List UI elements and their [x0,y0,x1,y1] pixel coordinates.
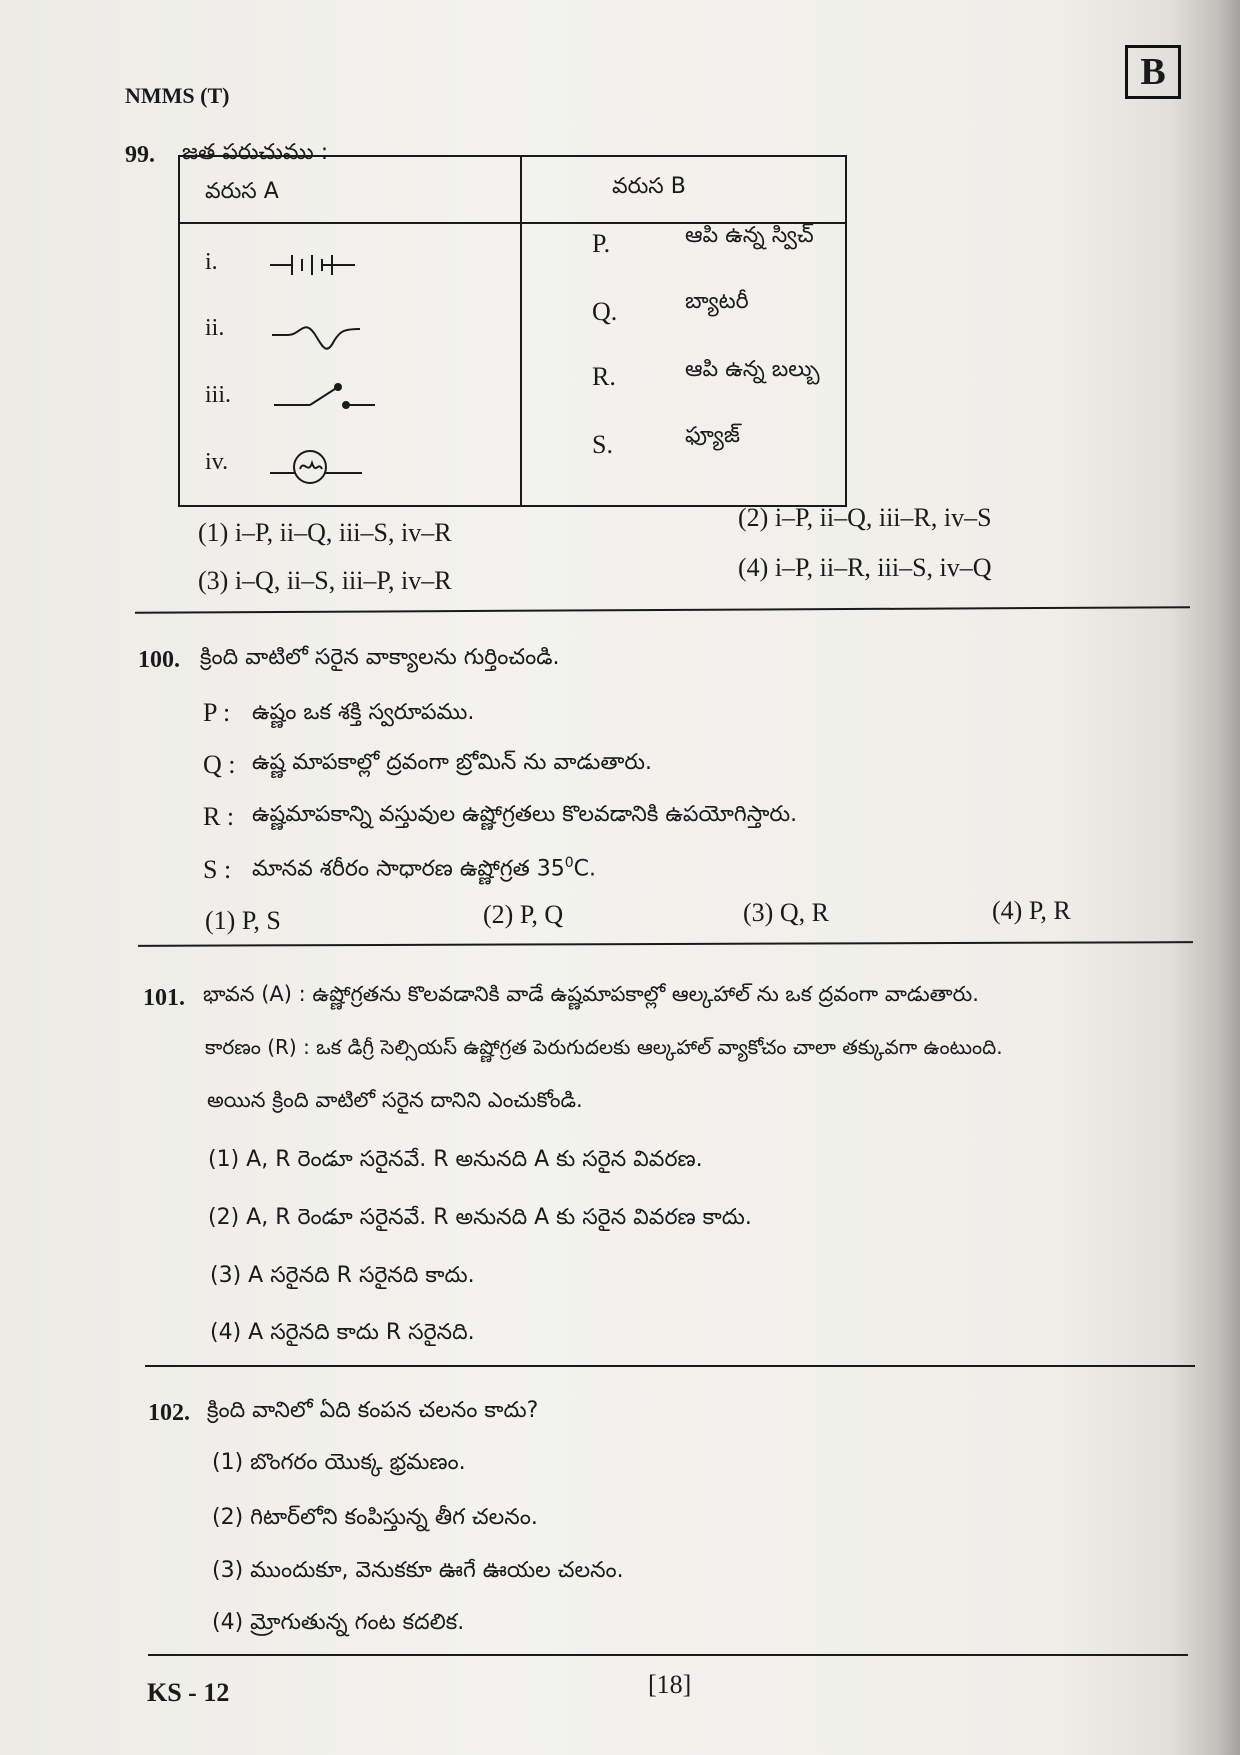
page-number: [18] [648,1670,692,1699]
q101-reason: కారణం (R) : ఒక డిగ్రీ సెల్సియస్ ఉష్ణోగ్రత పెరుగుదలకు ఆల్కహాల్ వ్యాకోచం చాలా తక్కువగా ఉంటుంది. [205,1035,1003,1059]
q99-option-2: (2) i–P, ii–Q, iii–R, iv–S [738,503,992,532]
q101-number: 101. [143,985,185,1011]
q100-option-2: (2) P, Q [483,900,564,929]
row-b-1-text: ఆపి ఉన్న స్విచ్ [685,223,814,248]
row-a-3-label: iii. [205,382,232,408]
q100-option-4: (4) P, R [992,896,1071,925]
paper-code-box: B [1125,45,1181,99]
q100-option-3: (3) Q, R [743,898,829,927]
q101-option-1: (1) A, R రెండూ సరైనవే. R అనునది A కు సరైన వివరణ. [208,1147,703,1172]
q100-statement-r-label: R : [203,802,235,831]
q101-option-4: (4) A సరైనది కాదు R సరైనది. [210,1320,475,1345]
q102-prompt: క్రింది వానిలో ఏది కంపన చలనం కాదు? [207,1398,539,1423]
column-b-header: వరుస B [612,174,686,199]
q102-option-1: (1) బొంగరం యొక్క భ్రమణం. [212,1450,466,1475]
q100-statement-s-label: S : [203,855,232,884]
q99-option-4: (4) i–P, ii–R, iii–S, iv–Q [738,553,992,582]
q100-statement-s-main: మానవ శరీరం సాధారణ ఉష్ణోగ్రత 35 [252,856,565,882]
open-switch-symbol [274,384,375,408]
q99-option-3: (3) i–Q, ii–S, iii–P, iv–R [198,566,452,595]
separator-3 [145,1365,1195,1367]
row-b-2-letter: Q. [592,297,618,326]
degree-superscript: 0 [564,855,574,871]
row-a-2-label: ii. [205,315,225,341]
q100-number: 100. [138,647,180,673]
q100-prompt: క్రింది వాటిలో సరైన వాక్యాలను గుర్తించండి. [200,645,560,670]
column-a-header: వరుస A [205,179,279,204]
q100-statement-s-tail: C. [573,856,597,882]
q101-assertion: భావన (A) : ఉష్ణోగ్రతను కొలవడానికి వాడే ఉష్ణమాపకాల్లో ఆల్కహాల్ ను ఒక ద్రవంగా వాడుతారు. [203,982,979,1006]
q101-option-2: (2) A, R రెండూ సరైనవే. R అనునది A కు సరైన వివరణ కాదు. [208,1205,752,1230]
q102-number: 102. [148,1400,190,1426]
bulb-symbol [270,451,362,483]
row-b-3-text: ఆపి ఉన్న బల్బు [685,357,820,382]
q100-statement-r: ఉష్ణమాపకాన్ని వస్తువుల ఉష్ణోగ్రతలు కొలవడానికి ఉపయోగిస్తారు. [252,802,798,827]
q102-option-3: (3) ముందుకూ, వెనుకకూ ఊగే ఊయల చలనం. [212,1558,624,1583]
page-edge-shadow [1170,0,1240,1755]
row-b-2-text: బ్యాటరీ [685,289,749,314]
table-column-divider [520,157,522,505]
circuit-symbols [270,237,380,497]
row-b-4-letter: S. [592,430,613,459]
q102-option-4: (4) మ్రోగుతున్న గంట కదలిక. [212,1610,465,1635]
q100-statement-p: ఉష్ణం ఒక శక్తి స్వరూపము. [252,700,475,725]
q99-option-1: (1) i–P, ii–Q, iii–S, iv–R [198,518,452,547]
q100-statement-q-label: Q : [203,750,236,779]
battery-symbol [270,255,355,275]
fuse-symbol [272,327,360,348]
q100-option-1: (1) P, S [205,906,281,935]
separator-4 [148,1654,1188,1656]
row-b-3-letter: R. [592,362,616,391]
q100-statement-p-label: P : [203,698,231,727]
q101-option-3: (3) A సరైనది R సరైనది కాదు. [210,1263,475,1288]
footer-code: KS - 12 [147,1678,230,1707]
row-a-1-label: i. [205,249,218,275]
match-table [178,155,847,507]
row-a-4-label: iv. [205,449,229,475]
exam-header: NMMS (T) [125,83,230,108]
q100-statement-s [252,855,596,886]
row-b-4-text: ఫ్యూజ్ [685,423,740,448]
q102-option-2: (2) గిటార్‌లోని కంపిస్తున్న తీగ చలనం. [212,1505,538,1530]
row-b-1-letter: P. [592,229,611,258]
q99-prompt: జత పరుచుము : [182,140,329,165]
q99-number: 99. [125,142,155,168]
q101-instruction: అయిన క్రింది వాటిలో సరైన దానిని ఎంచుకోండి. [207,1088,583,1112]
q100-statement-q: ఉష్ణ మాపకాల్లో ద్రవంగా బ్రోమిన్ ను వాడుతారు. [252,750,653,775]
